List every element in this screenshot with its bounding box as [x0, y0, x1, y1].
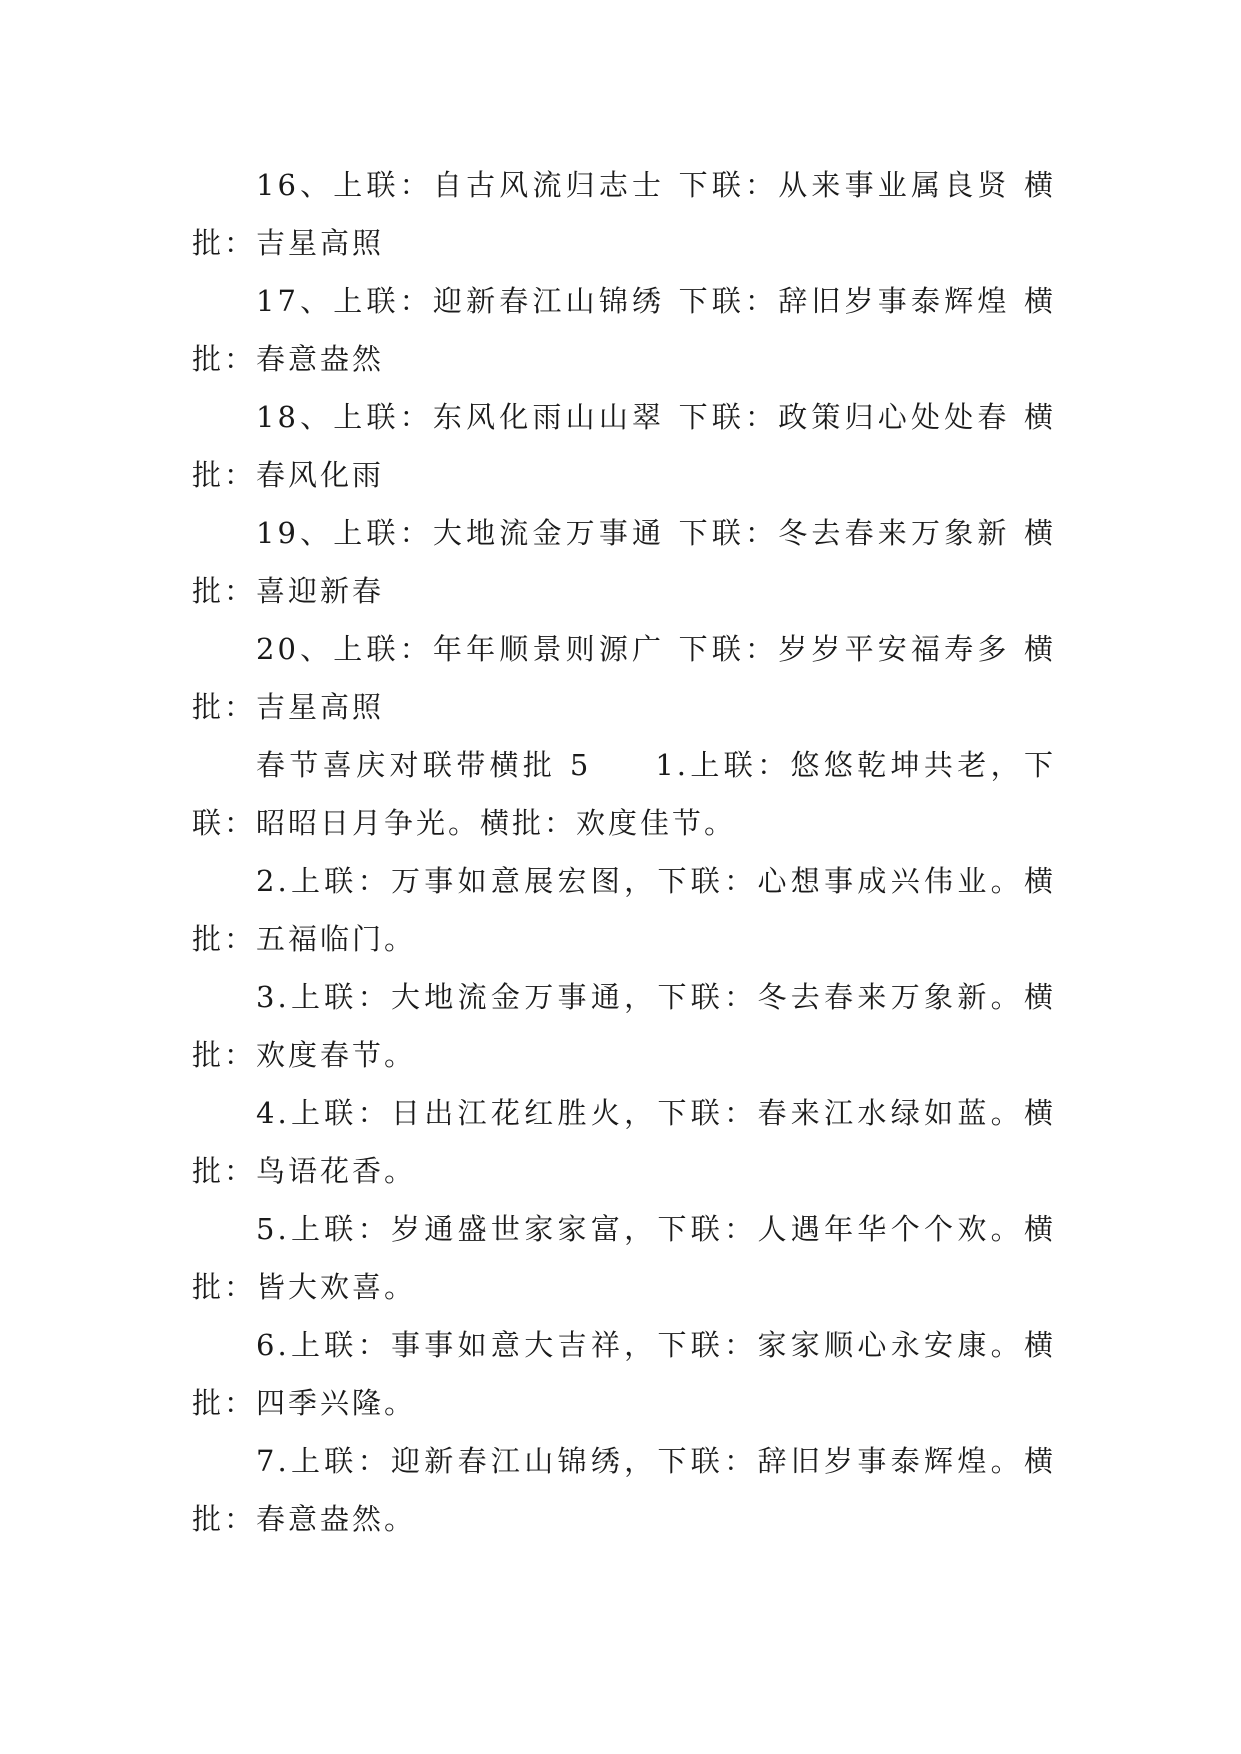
couplet-item-7: 7.上联：迎新春江山锦绣，下联：辞旧岁事泰辉煌。横批：春意盎然。	[192, 1444, 1056, 1536]
couplet-item-3: 3.上联：大地流金万事通，下联：冬去春来万象新。横批：欢度春节。	[192, 980, 1056, 1072]
couplet-paragraph-20: 20、上联：年年顺景则源广 下联：岁岁平安福寿多 横批：吉星高照	[192, 632, 1056, 724]
couplet-paragraph-19: 19、上联：大地流金万事通 下联：冬去春来万象新 横批：喜迎新春	[192, 516, 1056, 608]
couplet-item-2: 2.上联：万事如意展宏图，下联：心想事成兴伟业。横批：五福临门。	[192, 864, 1056, 956]
couplet-paragraph-18: 18、上联：东风化雨山山翠 下联：政策归心处处春 横批：春风化雨	[192, 400, 1056, 492]
document-body	[192, 156, 1056, 1548]
couplet-paragraph-16: 16、上联：自古风流归志士 下联：从来事业属良贤 横批：吉星高照	[192, 168, 1056, 260]
section-paragraph	[192, 736, 1056, 852]
couplet-item-1: 1.上联：悠悠乾坤共老，下联：昭昭日月争光。横批：欢度佳节。	[192, 748, 1057, 840]
couplet-item-4: 4.上联：日出江花红胜火，下联：春来江水绿如蓝。横批：鸟语花香。	[192, 1096, 1056, 1188]
couplet-item-6: 6.上联：事事如意大吉祥，下联：家家顺心永安康。横批：四季兴隆。	[192, 1328, 1056, 1420]
section-heading: 春节喜庆对联带横批 5	[256, 748, 592, 782]
couplet-item-5: 5.上联：岁通盛世家家富，下联：人遇年华个个欢。横批：皆大欢喜。	[192, 1212, 1056, 1304]
couplet-paragraph-17: 17、上联：迎新春江山锦绣 下联：辞旧岁事泰辉煌 横批：春意盎然	[192, 284, 1056, 376]
